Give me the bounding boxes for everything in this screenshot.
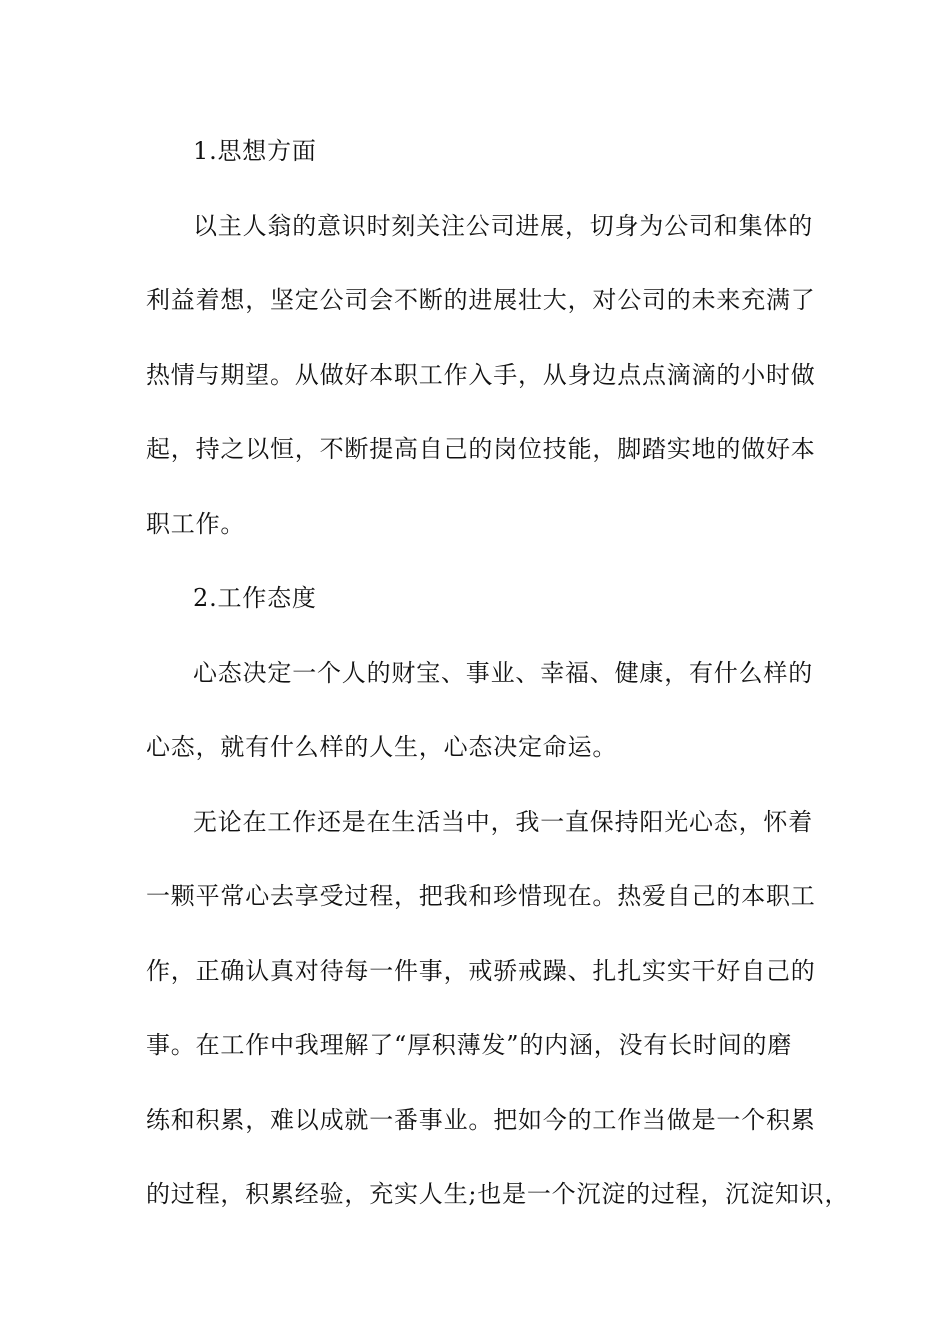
paragraph-line: 练和积累，难以成就一番事业。把如今的工作当做是一个积累 bbox=[146, 1105, 816, 1134]
paragraph-line: 心态决定一个人的财宝、事业、幸福、健康，有什么样的 bbox=[193, 658, 813, 687]
paragraph-line: 利益着想，坚定公司会不断的进展壮大，对公司的未来充满了 bbox=[146, 286, 816, 314]
paragraph-line: 以主人翁的意识时刻关注公司进展，切身为公司和集体的 bbox=[193, 211, 813, 240]
paragraph-line: 一颗平常心去享受过程，把我和珍惜现在。热爱自己的本职工 bbox=[146, 882, 816, 910]
paragraph-line: 职工作。 bbox=[146, 509, 246, 538]
paragraph-line: 心态，就有什么样的人生，心态决定命运。 bbox=[146, 733, 618, 761]
paragraph-line: 事。在工作中我理解了“厚积薄发”的内涵，没有长时间的磨 bbox=[146, 1031, 793, 1059]
paragraph-line: 起，持之以恒，不断提高自己的岗位技能，脚踏实地的做好本 bbox=[146, 435, 816, 463]
section-heading-thought: 1.思想方面 bbox=[193, 137, 317, 165]
paragraph-line: 无论在工作还是在生活当中，我一直保持阳光心态，怀着 bbox=[193, 807, 813, 836]
document-page bbox=[146, 131, 850, 1249]
paragraph-line: 热情与期望。从做好本职工作入手，从身边点点滴滴的小时做 bbox=[146, 360, 816, 389]
paragraph-line: 作，正确认真对待每一件事，戒骄戒躁、扎扎实实干好自己的 bbox=[146, 956, 816, 985]
paragraph-line: 的过程，积累经验，充实人生;也是一个沉淀的过程，沉淀知识， bbox=[146, 1180, 850, 1208]
section-heading-attitude: 2.工作态度 bbox=[193, 584, 317, 612]
